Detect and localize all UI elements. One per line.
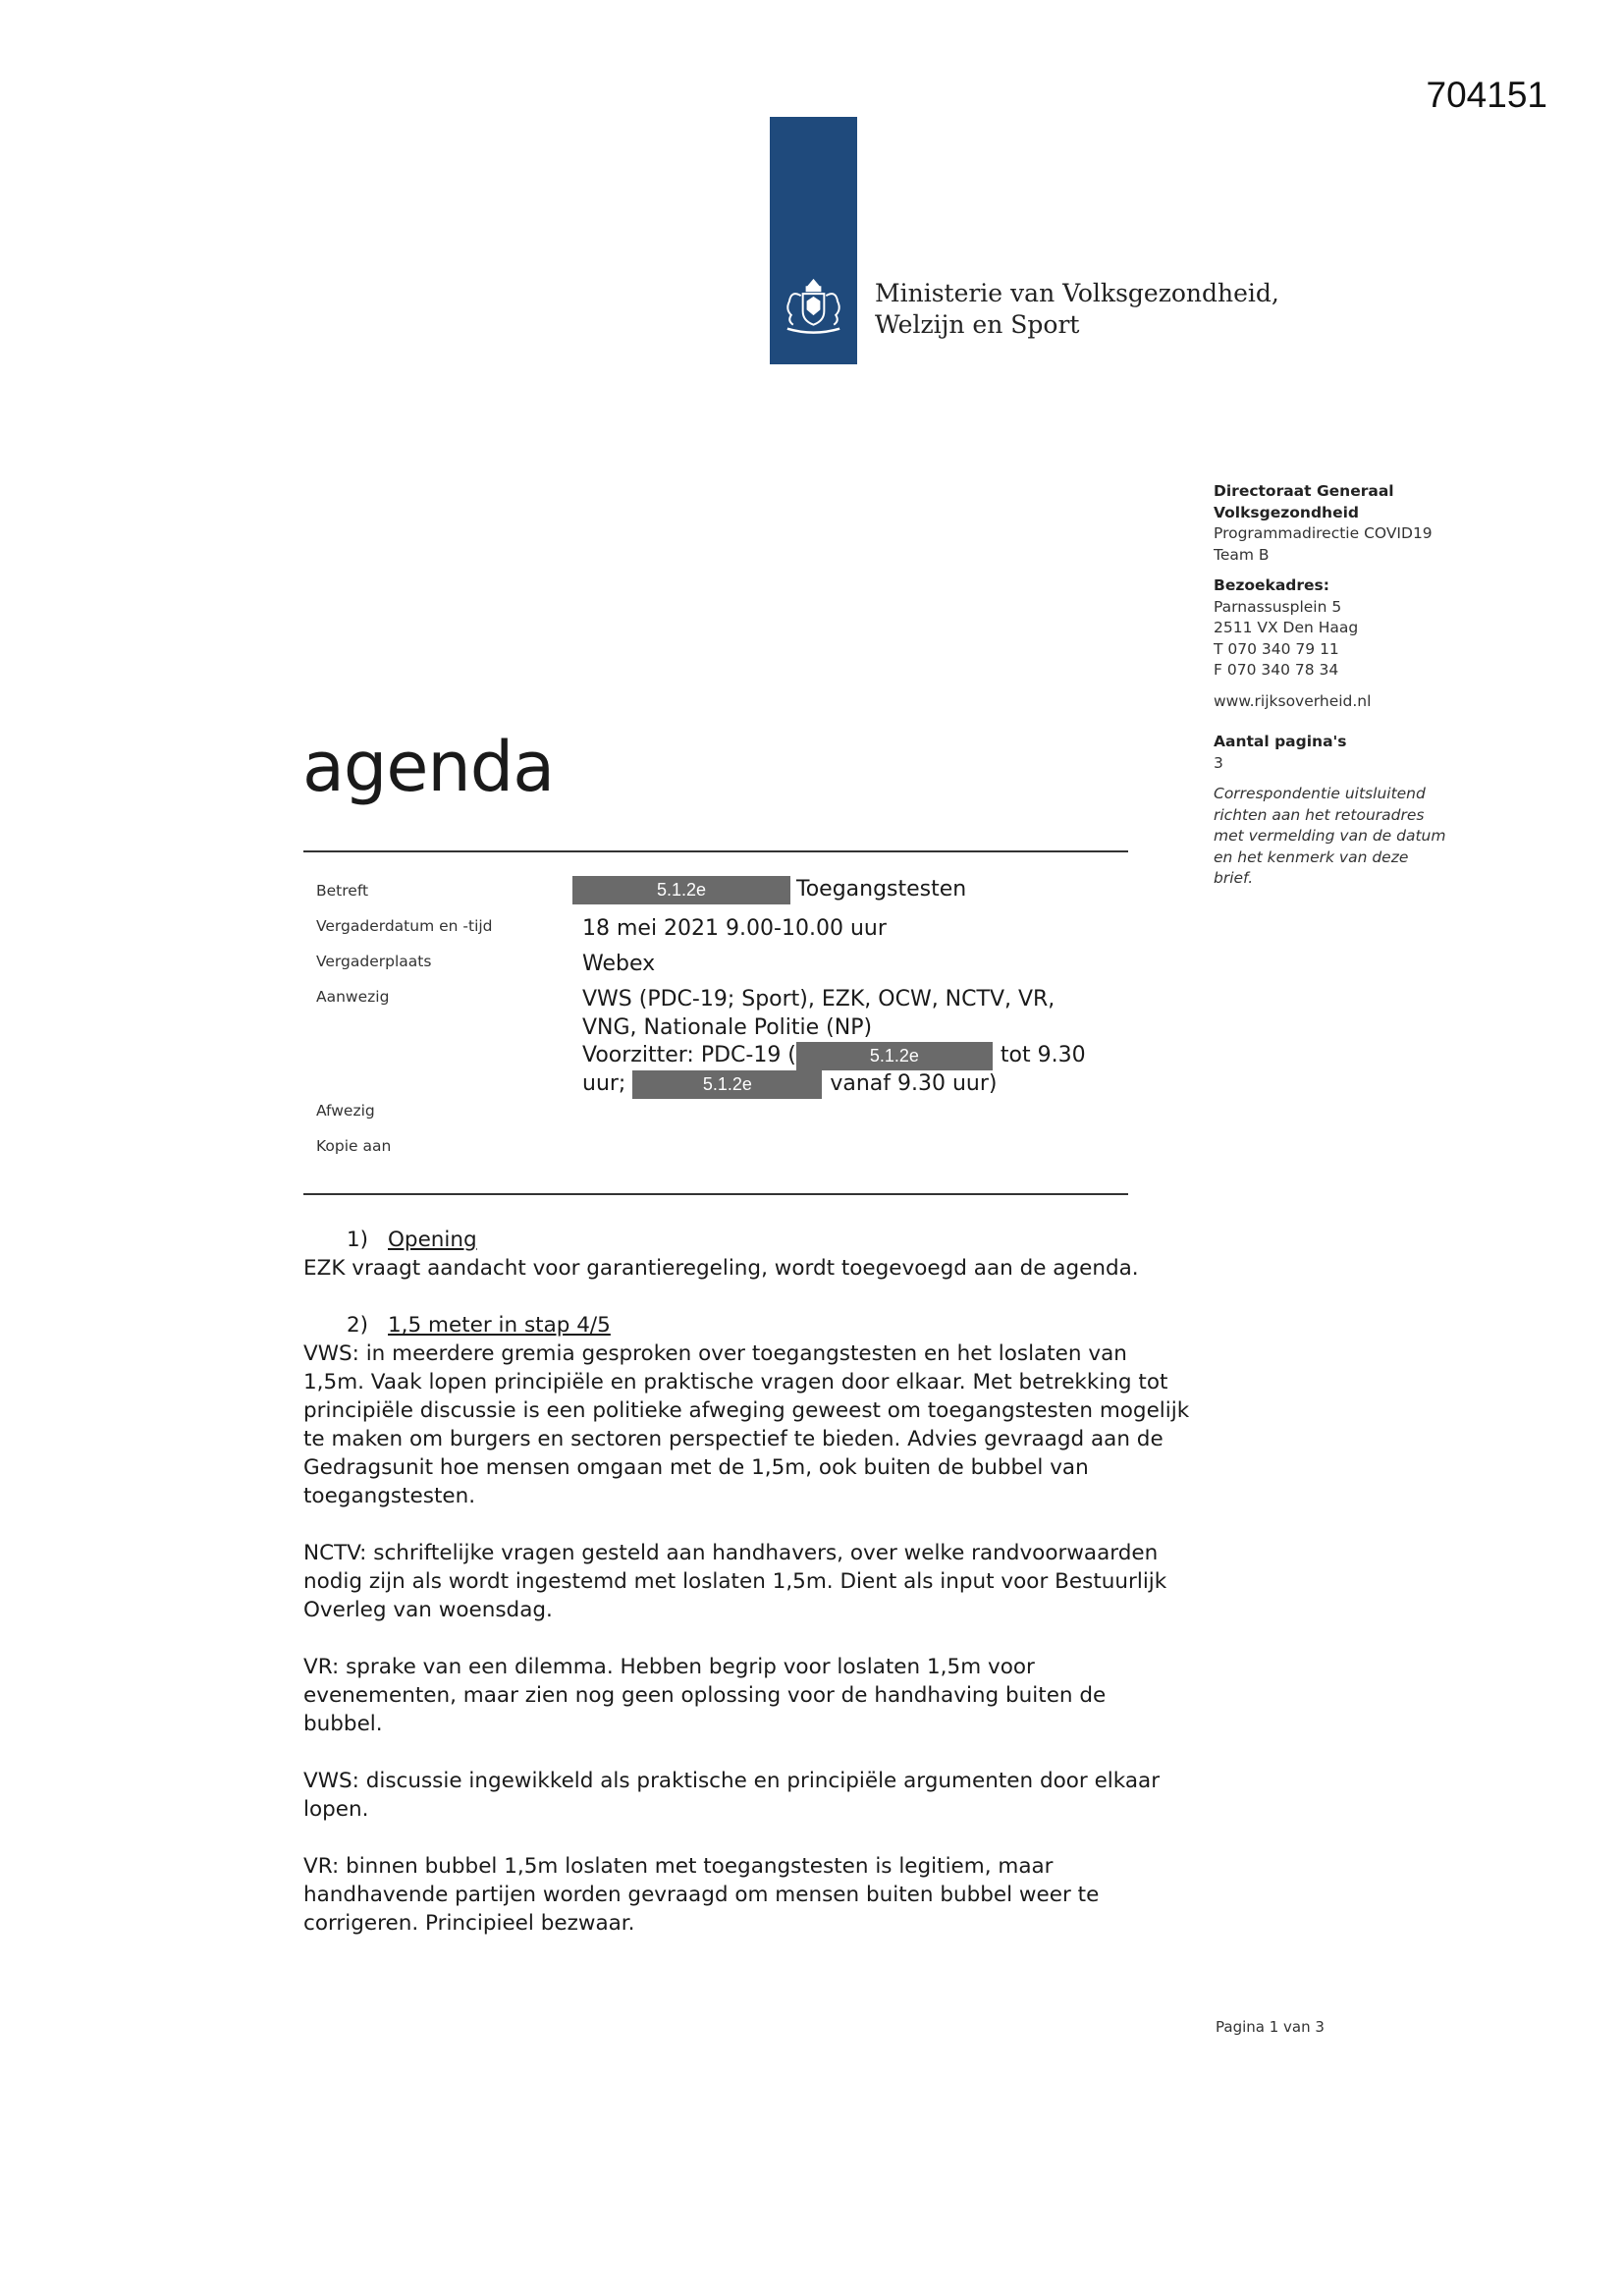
item-heading: 1) Opening [347,1228,477,1252]
item-paragraph: VR: binnen bubbel 1,5m loslaten met toegangstesten is legitiem, maar handhavende partijen worden gevraagd om mensen buiten bubbel weer te corrigeren. Principieel bezwaar. [303,1854,1100,1936]
value-betreft: 5.1.2e Toegangstesten [572,876,966,904]
item-paragraph: VR: sprake van een dilemma. Hebben begrip voor loslaten 1,5m voor evenementen, maar zien nog geen oplossing voor de handhaving buiten de bubbel. [303,1655,1107,1736]
visit-address-label: Bezoekadres: [1214,576,1329,594]
label-datum: Vergaderdatum en -tijd [316,917,493,935]
item-paragraph: VWS: in meerdere gremia gesproken over toegangstesten en het loslaten van 1,5m. Vaak lopen principiële en praktische vragen door elkaar. Met betrekking tot principiële discussie is een politieke afweging geweest om toegangstesten mogelijk te maken om burgers en sectoren perspectief te bieden. Advies gevraagd aan de Gedragsunit hoe mensen omgaan met de 1,5m, ook buiten de bubbel van toegangstesten. [303,1341,1190,1508]
correspondence-note: Correspondentie uitsluitend richten aan het retouradres met vermelding van de datum en het kenmerk van deze brief. [1214,785,1446,887]
redaction-block: 5.1.2e [632,1070,822,1099]
item-heading: 2) 1,5 meter in stap 4/5 [347,1313,611,1338]
page-title: agenda [302,727,555,807]
org-unit: Programmadirectie COVID19 [1214,524,1433,542]
sender-sidebar [1214,481,1508,890]
org-name-2: Volksgezondheid [1214,503,1360,521]
fax-number: F 070 340 78 34 [1214,661,1339,679]
government-logo [770,117,857,364]
page-footer: Pagina 1 van 3 [1216,2018,1325,2036]
label-betreft: Betreft [316,882,369,900]
org-team: Team B [1214,545,1270,564]
document-number: 704151 [1426,75,1547,115]
address-street: Parnassusplein 5 [1214,597,1342,616]
value-aanwezig: VWS (PDC-19; Sport), EZK, OCW, NCTV, VR, VNG, Nationale Politie (NP) Voorzitter: PDC-19 ( 5.1.2e tot 9.30 uur; 5.1.2e vanaf 9.30 uur) [582,986,1086,1099]
redaction-block: 5.1.2e [572,876,790,904]
item-paragraph: VWS: discussie ingewikkeld als praktische en principiële argumenten door elkaar lopen. [303,1769,1161,1822]
divider-top [303,850,1128,852]
redaction-block: 5.1.2e [796,1042,993,1070]
item-paragraph: EZK vraagt aandacht voor garantieregeling, wordt toegevoegd aan de agenda. [303,1256,1139,1281]
voorzitter-line-2: uur; 5.1.2e vanaf 9.30 uur) [582,1070,1086,1099]
website-link[interactable]: www.rijksoverheid.nl [1214,691,1372,710]
ministry-name: Ministerie van Volksgezondheid, Welzijn en Sport [875,279,1279,339]
value-plaats: Webex [582,952,656,976]
label-afwezig: Afwezig [316,1102,375,1120]
label-kopie: Kopie aan [316,1137,392,1155]
address-city: 2511 VX Den Haag [1214,619,1359,636]
agenda-item-2 [303,1311,1207,1938]
coat-of-arms-icon [780,274,847,337]
label-aanwezig: Aanwezig [316,988,390,1006]
voorzitter-line: Voorzitter: PDC-19 ( 5.1.2e tot 9.30 [582,1042,1086,1070]
label-plaats: Vergaderplaats [316,953,432,970]
page-count-label: Aantal pagina's [1214,733,1347,750]
value-datum: 18 mei 2021 9.00-10.00 uur [582,916,887,941]
agenda-item-1 [303,1226,1207,1283]
divider-bottom [303,1193,1128,1195]
item-paragraph: NCTV: schriftelijke vragen gesteld aan handhavers, over welke randvoorwaarden nodig zijn als wordt ingestemd met loslaten 1,5m. Dient als input voor Bestuurlijk Overleg van woensdag. [303,1541,1167,1622]
phone-number: T 070 340 79 11 [1214,639,1339,658]
org-name: Directoraat Generaal [1214,482,1394,500]
page-count-value: 3 [1214,753,1223,772]
